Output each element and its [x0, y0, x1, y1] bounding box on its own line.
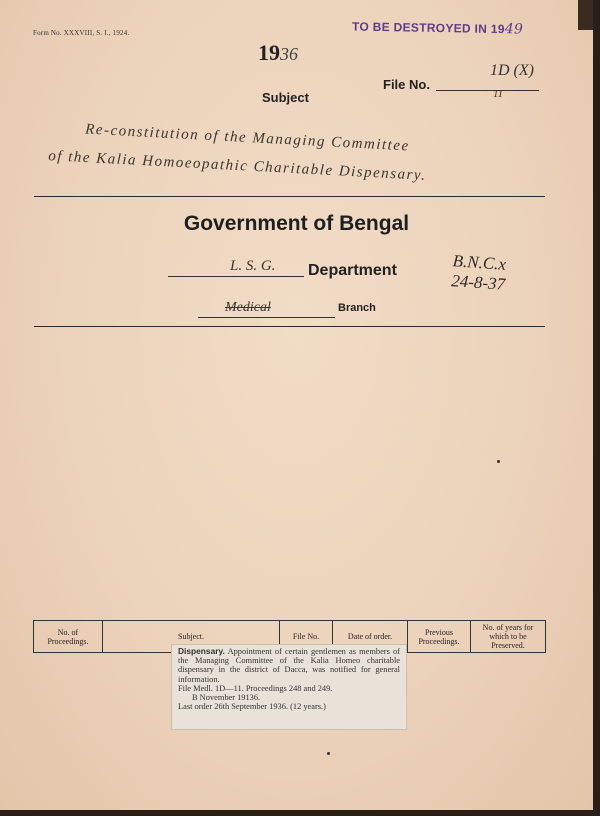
slip-heading: Dispensary. — [178, 646, 225, 656]
department-label: Department — [308, 262, 397, 279]
branch-label: Branch — [338, 302, 376, 314]
department-value: L. S. G. — [230, 258, 276, 274]
form-code: Form No. XXXVIII, S. I., 1924. — [33, 29, 130, 37]
pasted-proceedings-slip — [172, 645, 406, 729]
slip-last-order: Last order 26th September 1936. (12 years.) — [178, 702, 326, 712]
col-previous-proceedings: Previous Proceedings. — [408, 621, 471, 653]
top-rule — [34, 196, 545, 197]
year-printed: 19 — [258, 40, 280, 65]
stamp-text: TO BE DESTROYED IN 19 — [351, 19, 505, 37]
handwritten-subject-line-2: of the Kalia Homoeopathic Charitable Dispensary. — [47, 148, 427, 184]
col-file-no: File No. — [280, 621, 333, 653]
col-subject: Subject. — [103, 621, 280, 653]
file-year — [258, 40, 298, 66]
file-no-value: 1D (X) — [490, 62, 534, 79]
slip-b-line: B November 19136. — [192, 693, 261, 703]
file-no-label: File No. — [383, 77, 430, 92]
ink-dot — [497, 460, 500, 463]
initials-line-2: 24-8-37 — [450, 271, 506, 294]
branch-line — [198, 317, 335, 318]
col-date-of-order: Date of order. — [333, 621, 408, 653]
department-line — [168, 276, 304, 277]
destroy-stamp — [352, 19, 523, 38]
subject-label: Subject — [262, 90, 309, 105]
file-no-line — [436, 90, 539, 91]
slip-body — [178, 647, 400, 684]
slip-body-text: Appointment of certain gentlemen as members of the Managing Committee of the Kalia Homeo charitable dispensary in the district of Dacca, was notified for general information. — [178, 647, 400, 684]
file-no-sub: 11 — [493, 88, 504, 100]
ink-dot — [327, 752, 330, 755]
initials-line-1: B.N.C.x — [452, 251, 507, 274]
margin-strip — [578, 0, 593, 30]
col-no-of-proceedings: No. of Proceedings. — [34, 621, 103, 653]
stamp-year: 49 — [504, 21, 524, 38]
slip-file-line: File Medl. 1D—11. Proceedings 248 and 249. — [178, 683, 333, 693]
government-heading: Government of Bengal — [183, 212, 410, 235]
handwritten-subject-line-1: Re-constitution of the Managing Committee — [84, 121, 411, 155]
branch-value: Medical — [225, 300, 271, 315]
bottom-rule — [34, 326, 545, 327]
handwritten-initials — [451, 251, 507, 295]
col-years-preserved: No. of years for which to be Preserved. — [471, 621, 546, 653]
year-handwritten: 36 — [280, 44, 298, 64]
